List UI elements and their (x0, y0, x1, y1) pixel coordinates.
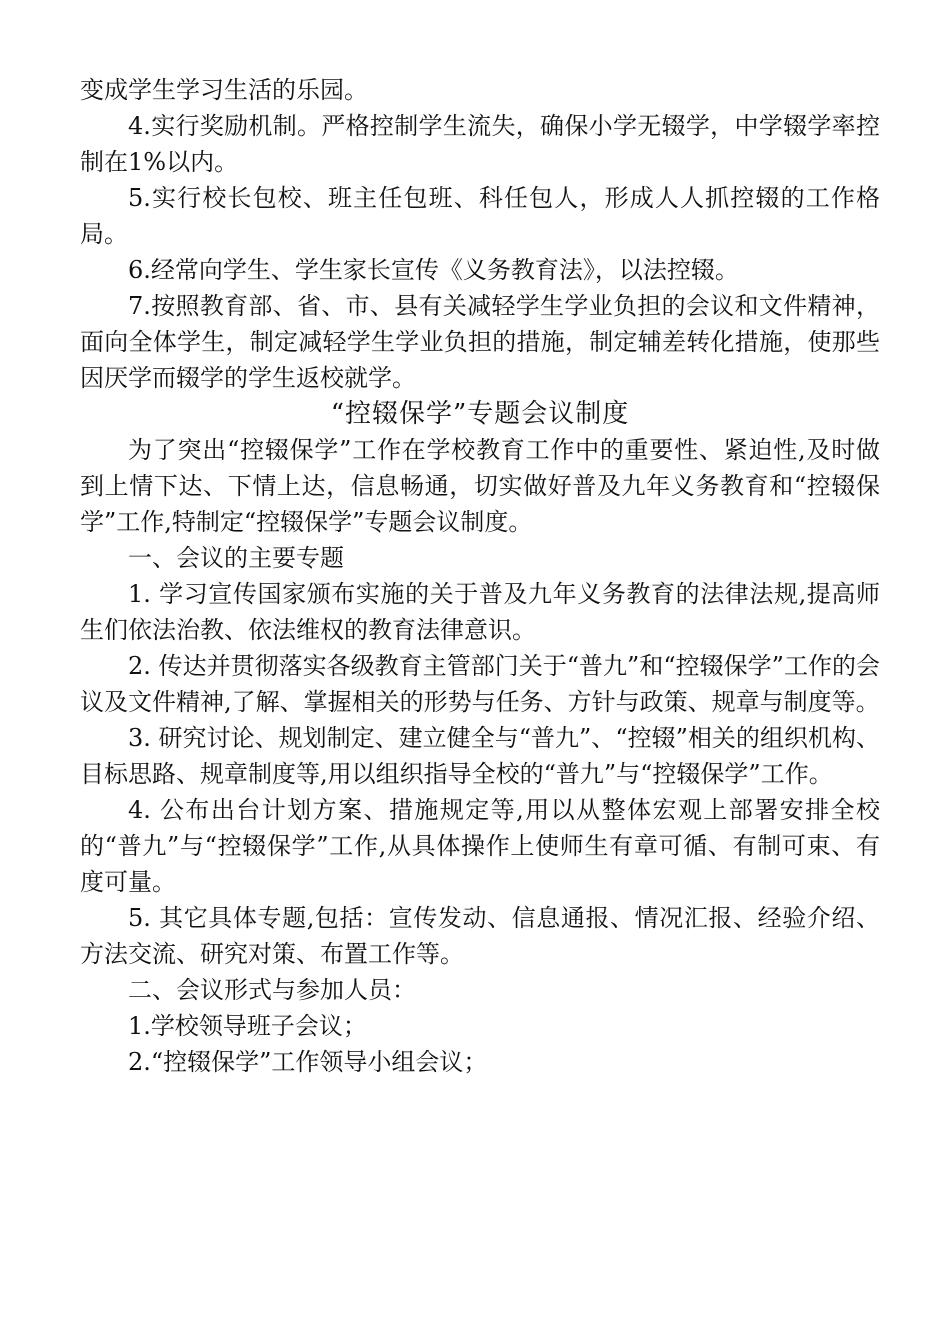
paragraph: 变成学生学习生活的乐园。 (80, 76, 368, 104)
paragraph: 4.实行奖励机制。严格控制学生流失，确保小学无辍学，中学辍学率控制在1%以内。 (80, 112, 880, 176)
list-item: 2.“控辍保学”工作领导小组会议； (128, 1048, 488, 1076)
section-heading: 二、会议形式与参加人员： (128, 976, 416, 1004)
list-item: 2. 传达并贯彻落实各级教育主管部门关于“普九”和“控辍保学”工作的会议及文件精神,了解、掌握相关的形势与任务、方针与政策、规章与制度等。 (80, 652, 880, 716)
section-heading: 一、会议的主要专题 (128, 544, 344, 572)
paragraph: 7.按照教育部、省、市、县有关减轻学生学业负担的会议和文件精神，面向全体学生，制定减轻学生学业负担的措施，制定辅差转化措施，使那些因厌学而辍学的学生返校就学。 (80, 292, 880, 392)
document-page (80, 72, 880, 1080)
paragraph: 6.经常向学生、学生家长宣传《义务教育法》，以法控辍。 (128, 256, 739, 284)
list-item: 1.学校领导班子会议； (128, 1012, 367, 1040)
list-item: 5. 其它具体专题,包括：宣传发动、信息通报、情况汇报、经验介绍、方法交流、研究对策、布置工作等。 (80, 904, 880, 968)
list-item: 4. 公布出台计划方案、措施规定等,用以从整体宏观上部署安排全校的“普九”与“控辍保学”工作,从具体操作上使师生有章可循、有制可束、有度可量。 (80, 796, 880, 896)
section-title: “控辍保学”专题会议制度 (330, 399, 630, 429)
paragraph: 为了突出“控辍保学”工作在学校教育工作中的重要性、紧迫性,及时做到上情下达、下情上达，信息畅通，切实做好普及九年义务教育和“控辍保学”工作,特制定“控辍保学”专题会议制度。 (80, 436, 880, 536)
list-item: 1. 学习宣传国家颁布实施的关于普及九年义务教育的法律法规,提高师生们依法治教、依法维权的教育法律意识。 (80, 580, 880, 644)
paragraph: 5.实行校长包校、班主任包班、科任包人，形成人人抓控辍的工作格局。 (80, 184, 880, 248)
list-item: 3. 研究讨论、规划制定、建立健全与“普九”、“控辍”相关的组织机构、目标思路、规章制度等,用以组织指导全校的“普九”与“控辍保学”工作。 (80, 724, 880, 788)
